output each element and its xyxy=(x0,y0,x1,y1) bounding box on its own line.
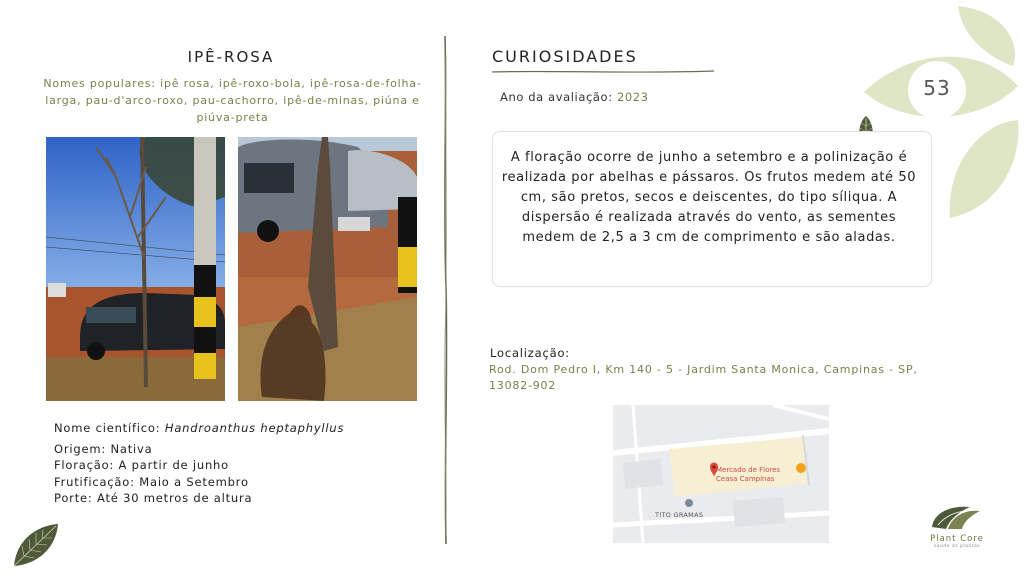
flowering: Floração: A partir de junho xyxy=(54,458,229,472)
fruiting: Frutificação: Maio a Setembro xyxy=(54,474,249,489)
origin: Origem: Nativa xyxy=(54,441,153,456)
leaf-decoration-bottom-left xyxy=(10,522,60,568)
brand-name: Plant Core xyxy=(930,534,984,544)
location-label: Localização: xyxy=(490,346,570,360)
scientific-name-line xyxy=(54,420,344,437)
column-divider xyxy=(440,36,452,544)
tree-photo-2 xyxy=(238,137,417,401)
title-underline xyxy=(492,69,714,75)
plant-core-logo-icon xyxy=(930,503,982,531)
size: Porte: Até 30 metros de altura xyxy=(54,491,253,505)
map-place-line2: Ceasa Campinas xyxy=(716,475,775,483)
species-title: IPÊ-ROSA xyxy=(187,48,275,66)
map-place-line1: Mercado de Flores xyxy=(716,466,781,474)
species-details xyxy=(54,420,344,507)
tree-photo-1 xyxy=(46,137,225,401)
scientific-name: Handroanthus heptaphyllus xyxy=(164,421,345,435)
year-label: Ano da avaliação: xyxy=(500,90,617,104)
evaluation-year xyxy=(500,90,649,104)
scientific-name-label: Nome científico: xyxy=(54,421,165,435)
map-poi-label: TITO GRAMAS xyxy=(655,511,704,519)
brand-tagline: saúde às plantas xyxy=(933,544,981,549)
location-address: Rod. Dom Pedro I, Km 140 - 5 - Jardim Santa Monica, Campinas - SP, 13082-902 xyxy=(489,363,918,392)
popular-names: Nomes populares: ipê rosa, ipê-roxo-bola, ipê-rosa-de-folha-larga, pau-d'arco-roxo, pau-cachorro, ipê-de-minas, piúna e piúva-preta xyxy=(43,77,422,124)
page-number: 53 xyxy=(923,76,951,100)
year-value: 2023 xyxy=(616,90,649,104)
map-place-label xyxy=(716,466,780,484)
curiosities-text: A floração ocorre de junho a setembro e a polinização é realizada por abelhas e pássaros. Os frutos medem até 50 cm, são pretos, secos e deiscentes, do tipo síliqua. A dispersão é realizada através do vento, as sementes medem de 2,5 a 3 cm de comprimento e são aladas. xyxy=(501,150,917,245)
curiosities-title: CURIOSIDADES xyxy=(492,47,638,66)
